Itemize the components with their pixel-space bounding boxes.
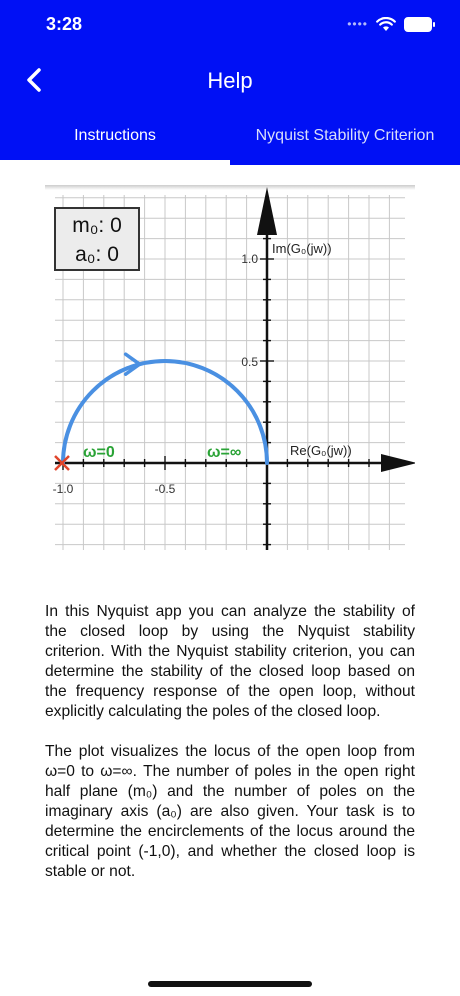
description-paragraph: In this Nyquist app you can analyze the stability of the closed loop by using the Nyquist stability criterion. With the Nyquist stability criterion, you can determine the stability of the closed loop based on the frequency response of the open loop, without explicitly calculating the poles of the closed loop.	[45, 603, 415, 720]
nyquist-plot-svg	[45, 185, 415, 555]
active-tab-indicator	[0, 160, 230, 165]
app-header	[0, 0, 460, 165]
omega-infinity-label: ω=∞	[207, 444, 242, 461]
y-axis-arrow	[257, 187, 277, 235]
m0-label: m₀: 0	[72, 214, 122, 237]
legend-box	[55, 208, 139, 270]
description-paragraph: The plot visualizes the locus of the open loop from ω=0 to ω=∞. The number of poles in the open right half plane (m₀) and the number of poles on the imaginary axis (a₀) are also given. Your task is to determine the encirclements of the locus around the critical point (-1,0), and whether the closed loop is stable or not.	[45, 743, 415, 880]
x-tick-label: -0.5	[154, 482, 176, 496]
x-axis-label: Re(G₀(jw))	[290, 443, 352, 458]
status-icons	[347, 14, 432, 34]
y-tick-label: 1.0	[241, 252, 258, 266]
wifi-icon	[376, 17, 396, 32]
tab-instructions[interactable]: Instructions	[74, 127, 156, 144]
help-description	[45, 602, 415, 902]
a0-label: a₀: 0	[75, 243, 119, 266]
nyquist-plot	[45, 185, 415, 555]
x-axis-arrow	[381, 454, 415, 472]
battery-icon	[404, 17, 432, 32]
omega-zero-label: ω=0	[83, 444, 115, 461]
tab-nyquist-stability-criterion[interactable]: Nyquist Stability Criterion	[255, 127, 435, 144]
signal-dots-icon: ••••	[347, 17, 368, 31]
x-tick-label: -1.0	[52, 482, 74, 496]
status-time: 3:28	[46, 14, 83, 34]
y-axis-label: Im(G₀(jw))	[272, 241, 332, 256]
page-title: Help	[207, 68, 253, 93]
y-tick-label: 0.5	[241, 355, 258, 369]
home-indicator	[148, 981, 312, 987]
plot-top-shadow	[45, 185, 415, 190]
